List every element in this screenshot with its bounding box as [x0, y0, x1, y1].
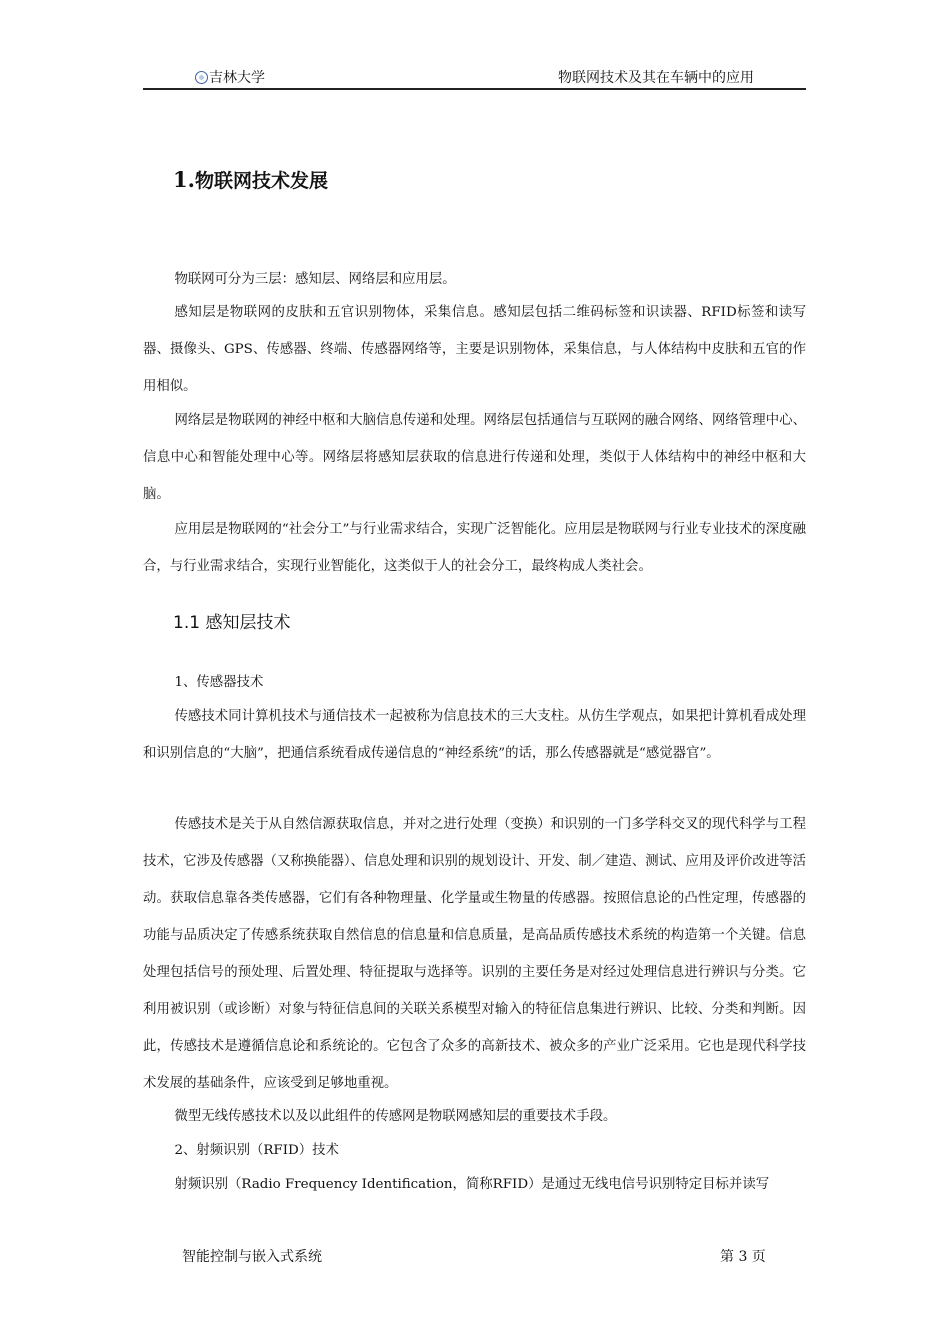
list-label: 2、射频识别（RFID）技术 [174, 1143, 339, 1158]
paragraph: 物联网可分为三层：感知层、网络层和应用层。 [174, 272, 456, 287]
section-heading-1-number: 1. [173, 167, 195, 192]
list-label: 1、传感器技术 [174, 675, 264, 690]
header-doc-title: 物联网技术及其在车辆中的应用 [558, 70, 754, 86]
university-logo-icon [195, 71, 208, 84]
footer-course: 智能控制与嵌入式系统 [182, 1249, 322, 1265]
page-header [143, 64, 806, 90]
paragraph: 应用层是物联网的“社会分工”与行业需求结合，实现广泛智能化。应用层是物联网与行业专业技术的深度融合，与行业需求结合，实现行业智能化，这类似于人的社会分工，最终构成人类社会。 [143, 522, 806, 574]
footer-page-number: 第 3 页 [720, 1249, 766, 1265]
university-name: 吉林大学 [209, 70, 265, 86]
paragraph: 传感技术是关于从自然信源获取信息，并对之进行处理（变换）和识别的一门多学科交叉的现代科学与工程技术，它涉及传感器（又称换能器）、信息处理和识别的规划设计、开发、制／建造、测试、应用及评价改进等活动。获取信息靠各类传感器，它们有各种物理量、化学量或生物量的传感器。按照信息论的凸性定理，传感器的功能与品质决定了传感系统获取自然信息的信息量和信息质量，是高品质传感技术系统的构造第一个关键。信息处理包括信号的预处理、后置处理、特征提取与选择等。识别的主要任务是对经过处理信息进行辨识与分类。它利用被识别（或诊断）对象与特征信息间的关联关系模型对输入的特征信息集进行辨识、比较、分类和判断。因此，传感技术是遵循信息论和系统论的。它包含了众多的高新技术、被众多的产业广泛采用。它也是现代科学技术发展的基础条件，应该受到足够地重视。 [143, 817, 806, 1091]
section-heading-1 [173, 166, 328, 193]
paragraph: 传感技术同计算机技术与通信技术一起被称为信息技术的三大支柱。从仿生学观点，如果把计算机看成处理和识别信息的“大脑”，把通信系统看成传递信息的“神经系统”的话，那么传感器就是“感觉器官”。 [143, 709, 806, 761]
paragraph: 微型无线传感技术以及以此组件的传感网是物联网感知层的重要技术手段。 [174, 1109, 617, 1124]
paragraph: 网络层是物联网的神经中枢和大脑信息传递和处理。网络层包括通信与互联网的融合网络、网络管理中心、信息中心和智能处理中心等。网络层将感知层获取的信息进行传递和处理，类似于人体结构中的神经中枢和大脑。 [143, 413, 806, 502]
paragraph: 感知层是物联网的皮肤和五官识别物体，采集信息。感知层包括二维码标签和识读器、RFID标签和读写器、摄像头、GPS、传感器、终端、传感器网络等，主要是识别物体，采集信息，与人体结构中皮肤和五官的作用相似。 [143, 305, 806, 394]
section-heading-1-1: 1.1 感知层技术 [173, 613, 291, 633]
section-heading-1-text: 物联网技术发展 [194, 170, 328, 192]
header-university [195, 67, 265, 87]
paragraph: 射频识别（Radio Frequency Identification，简称RFID）是通过无线电信号识别特定目标并读写 [174, 1177, 770, 1192]
